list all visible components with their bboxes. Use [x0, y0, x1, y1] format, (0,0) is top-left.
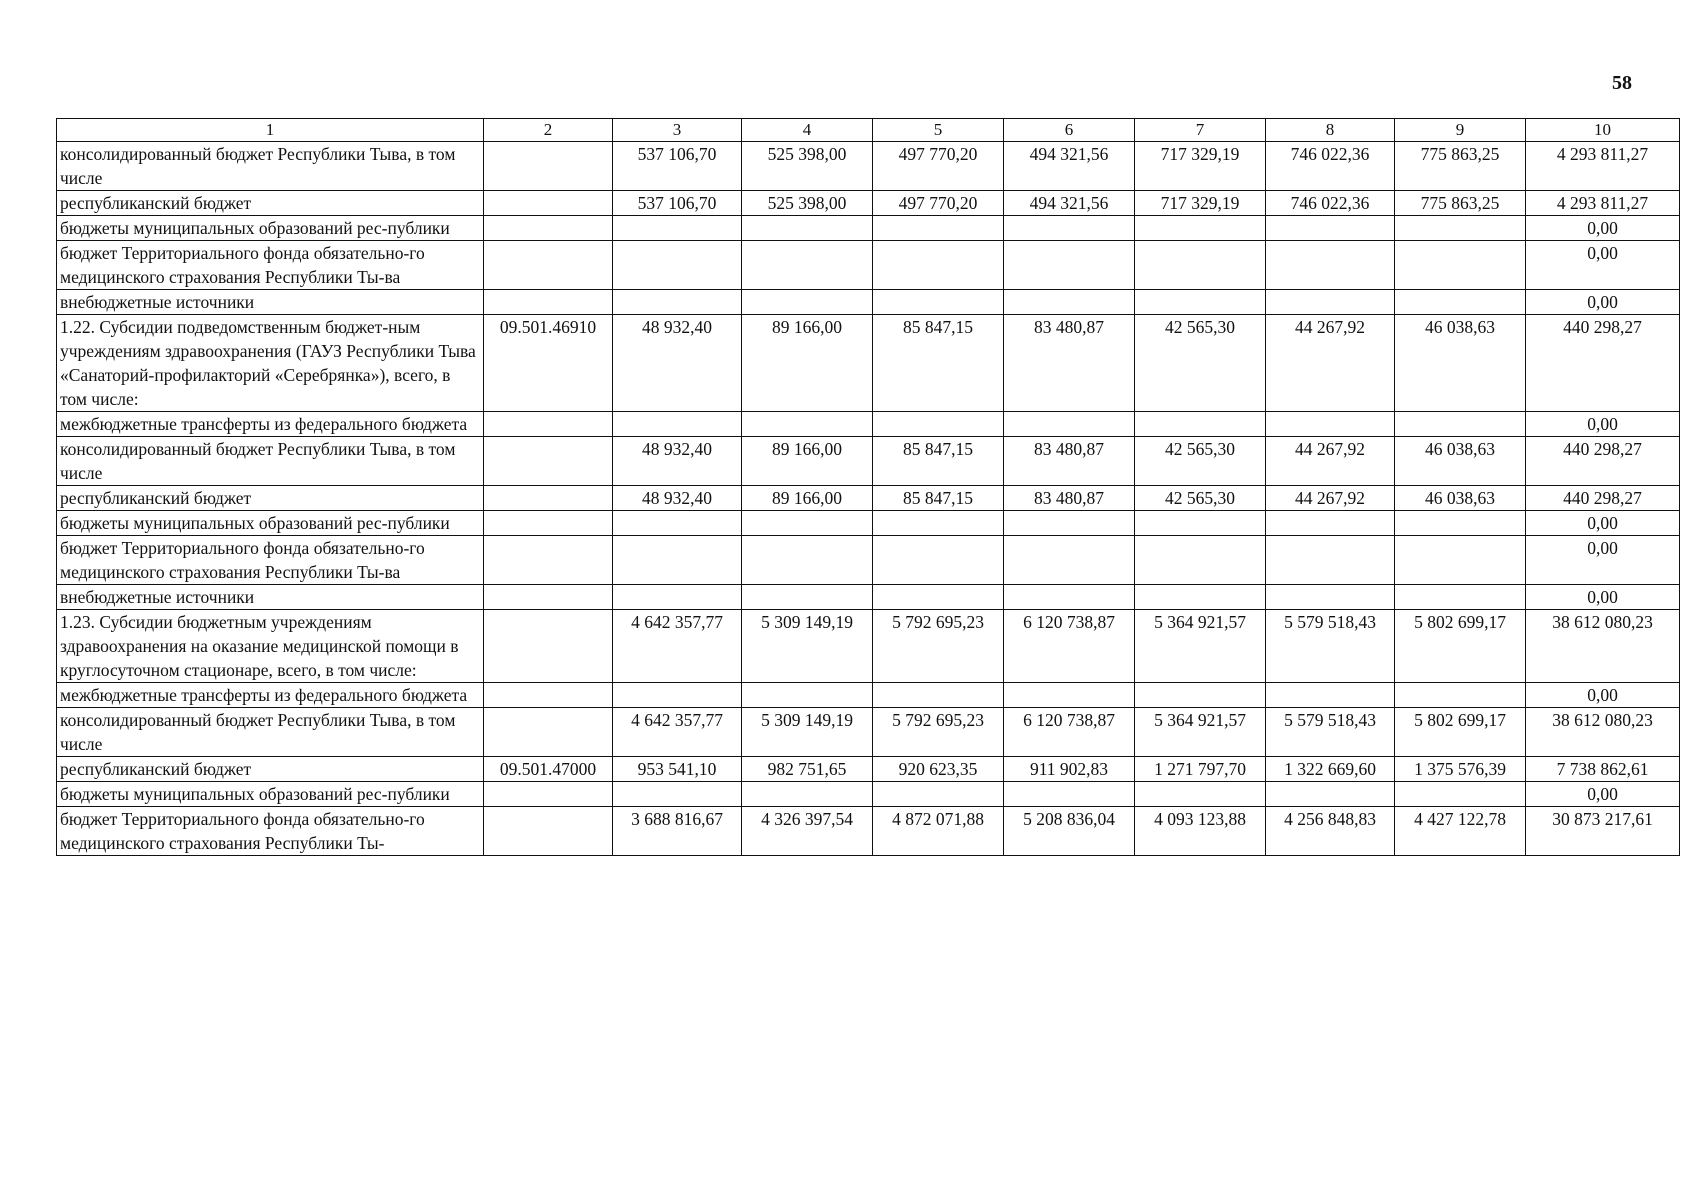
table-row — [57, 807, 1680, 856]
budget-code-cell — [484, 412, 613, 437]
value-cell — [873, 511, 1004, 536]
row-label: бюджет Территориального фонда обязательно-го медицинского страхования Республики Ты- — [57, 807, 484, 856]
value-cell: 5 802 699,17 — [1395, 708, 1526, 757]
total-value-cell: 440 298,27 — [1526, 315, 1680, 412]
table-row — [57, 191, 1680, 216]
value-cell: 717 329,19 — [1135, 191, 1266, 216]
budget-code-cell — [484, 290, 613, 315]
value-cell: 5 579 518,43 — [1266, 708, 1395, 757]
value-cell — [1266, 782, 1395, 807]
value-cell — [1266, 412, 1395, 437]
value-cell — [1135, 241, 1266, 290]
table-row — [57, 315, 1680, 412]
table-row — [57, 486, 1680, 511]
value-cell: 48 932,40 — [613, 315, 742, 412]
value-cell — [1004, 241, 1135, 290]
total-value-cell: 0,00 — [1526, 241, 1680, 290]
row-label: межбюджетные трансферты из федерального бюджета — [57, 683, 484, 708]
value-cell — [1395, 511, 1526, 536]
value-cell: 982 751,65 — [742, 757, 873, 782]
value-cell — [1004, 536, 1135, 585]
row-label: республиканский бюджет — [57, 486, 484, 511]
value-cell — [613, 511, 742, 536]
value-cell — [1004, 511, 1135, 536]
value-cell — [1395, 290, 1526, 315]
value-cell: 46 038,63 — [1395, 486, 1526, 511]
value-cell: 46 038,63 — [1395, 437, 1526, 486]
budget-code-cell — [484, 437, 613, 486]
budget-code-cell: 09.501.46910 — [484, 315, 613, 412]
value-cell — [1135, 511, 1266, 536]
value-cell — [742, 241, 873, 290]
table-row — [57, 536, 1680, 585]
budget-code-cell — [484, 216, 613, 241]
value-cell: 525 398,00 — [742, 142, 873, 191]
value-cell — [1135, 412, 1266, 437]
table-row — [57, 241, 1680, 290]
row-label: 1.22. Субсидии подведомственным бюджет-ным учреждениям здравоохранения (ГАУЗ Республики Тыва «Санаторий-профилакторий «Серебрянка»), всего, в том числе: — [57, 315, 484, 412]
total-value-cell: 0,00 — [1526, 412, 1680, 437]
value-cell — [742, 683, 873, 708]
budget-code-cell — [484, 807, 613, 856]
value-cell: 42 565,30 — [1135, 315, 1266, 412]
value-cell — [1004, 782, 1135, 807]
value-cell: 775 863,25 — [1395, 142, 1526, 191]
value-cell: 6 120 738,87 — [1004, 708, 1135, 757]
total-value-cell: 38 612 080,23 — [1526, 610, 1680, 683]
page-number: 58 — [1612, 72, 1632, 94]
row-label: бюджеты муниципальных образований рес-публики — [57, 511, 484, 536]
budget-code-cell — [484, 610, 613, 683]
value-cell: 5 364 921,57 — [1135, 708, 1266, 757]
total-value-cell: 38 612 080,23 — [1526, 708, 1680, 757]
total-value-cell: 0,00 — [1526, 290, 1680, 315]
value-cell — [1395, 683, 1526, 708]
value-cell — [1395, 241, 1526, 290]
column-header: 5 — [873, 119, 1004, 142]
value-cell: 85 847,15 — [873, 315, 1004, 412]
row-label: внебюджетные источники — [57, 290, 484, 315]
value-cell: 537 106,70 — [613, 142, 742, 191]
value-cell — [742, 216, 873, 241]
value-cell — [873, 216, 1004, 241]
table-row — [57, 412, 1680, 437]
value-cell: 4 427 122,78 — [1395, 807, 1526, 856]
budget-code-cell — [484, 241, 613, 290]
total-value-cell: 0,00 — [1526, 585, 1680, 610]
table-row — [57, 610, 1680, 683]
budget-code-cell — [484, 708, 613, 757]
value-cell — [1004, 216, 1135, 241]
total-value-cell: 0,00 — [1526, 683, 1680, 708]
total-value-cell: 7 738 862,61 — [1526, 757, 1680, 782]
table-row — [57, 290, 1680, 315]
column-header: 6 — [1004, 119, 1135, 142]
row-label: консолидированный бюджет Республики Тыва, в том числе — [57, 142, 484, 191]
table-row — [57, 782, 1680, 807]
value-cell: 4 256 848,83 — [1266, 807, 1395, 856]
column-header: 4 — [742, 119, 873, 142]
value-cell — [1004, 412, 1135, 437]
value-cell — [1135, 216, 1266, 241]
value-cell: 494 321,56 — [1004, 191, 1135, 216]
value-cell: 46 038,63 — [1395, 315, 1526, 412]
budget-code-cell — [484, 536, 613, 585]
budget-code-cell — [484, 585, 613, 610]
value-cell: 5 364 921,57 — [1135, 610, 1266, 683]
value-cell: 537 106,70 — [613, 191, 742, 216]
value-cell: 4 093 123,88 — [1135, 807, 1266, 856]
value-cell — [1395, 412, 1526, 437]
value-cell: 89 166,00 — [742, 486, 873, 511]
value-cell — [613, 683, 742, 708]
value-cell: 1 375 576,39 — [1395, 757, 1526, 782]
value-cell — [1135, 782, 1266, 807]
value-cell: 5 309 149,19 — [742, 708, 873, 757]
budget-code-cell — [484, 191, 613, 216]
value-cell — [873, 290, 1004, 315]
value-cell: 5 792 695,23 — [873, 610, 1004, 683]
value-cell — [613, 412, 742, 437]
column-header: 7 — [1135, 119, 1266, 142]
row-label: бюджет Территориального фонда обязательно-го медицинского страхования Республики Ты-ва — [57, 536, 484, 585]
value-cell — [873, 241, 1004, 290]
total-value-cell: 0,00 — [1526, 536, 1680, 585]
budget-table — [56, 118, 1680, 856]
value-cell — [613, 241, 742, 290]
value-cell — [1266, 683, 1395, 708]
value-cell: 920 623,35 — [873, 757, 1004, 782]
value-cell — [1266, 536, 1395, 585]
total-value-cell: 0,00 — [1526, 782, 1680, 807]
value-cell: 6 120 738,87 — [1004, 610, 1135, 683]
value-cell: 911 902,83 — [1004, 757, 1135, 782]
value-cell: 83 480,87 — [1004, 486, 1135, 511]
value-cell: 85 847,15 — [873, 437, 1004, 486]
table-row — [57, 757, 1680, 782]
total-value-cell: 4 293 811,27 — [1526, 191, 1680, 216]
value-cell: 5 579 518,43 — [1266, 610, 1395, 683]
value-cell — [873, 536, 1004, 585]
value-cell — [1266, 511, 1395, 536]
value-cell: 42 565,30 — [1135, 486, 1266, 511]
row-label: 1.23. Субсидии бюджетным учреждениям здравоохранения на оказание медицинской помощи в круглосуточном стационаре, всего, в том числе: — [57, 610, 484, 683]
value-cell — [1004, 683, 1135, 708]
row-label: бюджет Территориального фонда обязательно-го медицинского страхования Республики Ты-ва — [57, 241, 484, 290]
table-row — [57, 683, 1680, 708]
value-cell — [873, 412, 1004, 437]
value-cell: 1 271 797,70 — [1135, 757, 1266, 782]
value-cell: 89 166,00 — [742, 437, 873, 486]
value-cell: 5 802 699,17 — [1395, 610, 1526, 683]
value-cell: 497 770,20 — [873, 191, 1004, 216]
value-cell — [1135, 290, 1266, 315]
value-cell: 717 329,19 — [1135, 142, 1266, 191]
value-cell — [1395, 216, 1526, 241]
value-cell: 4 642 357,77 — [613, 708, 742, 757]
value-cell — [613, 216, 742, 241]
value-cell: 42 565,30 — [1135, 437, 1266, 486]
row-label: бюджеты муниципальных образований рес-публики — [57, 782, 484, 807]
value-cell — [742, 290, 873, 315]
value-cell: 89 166,00 — [742, 315, 873, 412]
value-cell — [1266, 585, 1395, 610]
value-cell: 4 326 397,54 — [742, 807, 873, 856]
table-row — [57, 511, 1680, 536]
budget-code-cell: 09.501.47000 — [484, 757, 613, 782]
value-cell — [873, 585, 1004, 610]
column-header: 8 — [1266, 119, 1395, 142]
value-cell — [613, 290, 742, 315]
budget-code-cell — [484, 486, 613, 511]
table-row — [57, 437, 1680, 486]
value-cell: 775 863,25 — [1395, 191, 1526, 216]
value-cell: 494 321,56 — [1004, 142, 1135, 191]
table-row — [57, 708, 1680, 757]
value-cell — [742, 511, 873, 536]
value-cell: 83 480,87 — [1004, 315, 1135, 412]
table-row — [57, 142, 1680, 191]
value-cell: 44 267,92 — [1266, 315, 1395, 412]
budget-code-cell — [484, 142, 613, 191]
value-cell — [742, 536, 873, 585]
value-cell: 44 267,92 — [1266, 486, 1395, 511]
budget-code-cell — [484, 511, 613, 536]
row-label: межбюджетные трансферты из федерального бюджета — [57, 412, 484, 437]
value-cell: 85 847,15 — [873, 486, 1004, 511]
value-cell — [1004, 290, 1135, 315]
row-label: бюджеты муниципальных образований рес-публики — [57, 216, 484, 241]
total-value-cell: 440 298,27 — [1526, 486, 1680, 511]
value-cell: 5 309 149,19 — [742, 610, 873, 683]
value-cell: 4 642 357,77 — [613, 610, 742, 683]
total-value-cell: 440 298,27 — [1526, 437, 1680, 486]
value-cell: 48 932,40 — [613, 437, 742, 486]
budget-code-cell — [484, 782, 613, 807]
value-cell — [742, 412, 873, 437]
value-cell — [613, 585, 742, 610]
value-cell: 525 398,00 — [742, 191, 873, 216]
value-cell: 746 022,36 — [1266, 142, 1395, 191]
value-cell — [1266, 290, 1395, 315]
column-number-header-row — [57, 119, 1680, 142]
column-header: 2 — [484, 119, 613, 142]
column-header: 3 — [613, 119, 742, 142]
total-value-cell: 0,00 — [1526, 511, 1680, 536]
column-header: 1 — [57, 119, 484, 142]
value-cell — [873, 683, 1004, 708]
row-label: внебюджетные источники — [57, 585, 484, 610]
value-cell: 953 541,10 — [613, 757, 742, 782]
value-cell: 3 688 816,67 — [613, 807, 742, 856]
value-cell: 44 267,92 — [1266, 437, 1395, 486]
row-label: консолидированный бюджет Республики Тыва, в том числе — [57, 708, 484, 757]
value-cell — [1266, 241, 1395, 290]
total-value-cell: 0,00 — [1526, 216, 1680, 241]
value-cell: 497 770,20 — [873, 142, 1004, 191]
value-cell — [1135, 536, 1266, 585]
value-cell — [1395, 536, 1526, 585]
row-label: республиканский бюджет — [57, 757, 484, 782]
value-cell — [1266, 216, 1395, 241]
row-label: республиканский бюджет — [57, 191, 484, 216]
table-row — [57, 585, 1680, 610]
value-cell — [1135, 585, 1266, 610]
value-cell — [1004, 585, 1135, 610]
value-cell: 1 322 669,60 — [1266, 757, 1395, 782]
value-cell: 4 872 071,88 — [873, 807, 1004, 856]
budget-code-cell — [484, 683, 613, 708]
row-label: консолидированный бюджет Республики Тыва, в том числе — [57, 437, 484, 486]
value-cell — [613, 782, 742, 807]
column-header: 10 — [1526, 119, 1680, 142]
column-header: 9 — [1395, 119, 1526, 142]
value-cell — [1395, 782, 1526, 807]
value-cell — [742, 585, 873, 610]
value-cell: 5 792 695,23 — [873, 708, 1004, 757]
value-cell: 83 480,87 — [1004, 437, 1135, 486]
value-cell — [873, 782, 1004, 807]
value-cell: 746 022,36 — [1266, 191, 1395, 216]
value-cell — [742, 782, 873, 807]
value-cell — [1135, 683, 1266, 708]
table-row — [57, 216, 1680, 241]
value-cell — [613, 536, 742, 585]
value-cell: 5 208 836,04 — [1004, 807, 1135, 856]
value-cell: 48 932,40 — [613, 486, 742, 511]
total-value-cell: 4 293 811,27 — [1526, 142, 1680, 191]
value-cell — [1395, 585, 1526, 610]
total-value-cell: 30 873 217,61 — [1526, 807, 1680, 856]
